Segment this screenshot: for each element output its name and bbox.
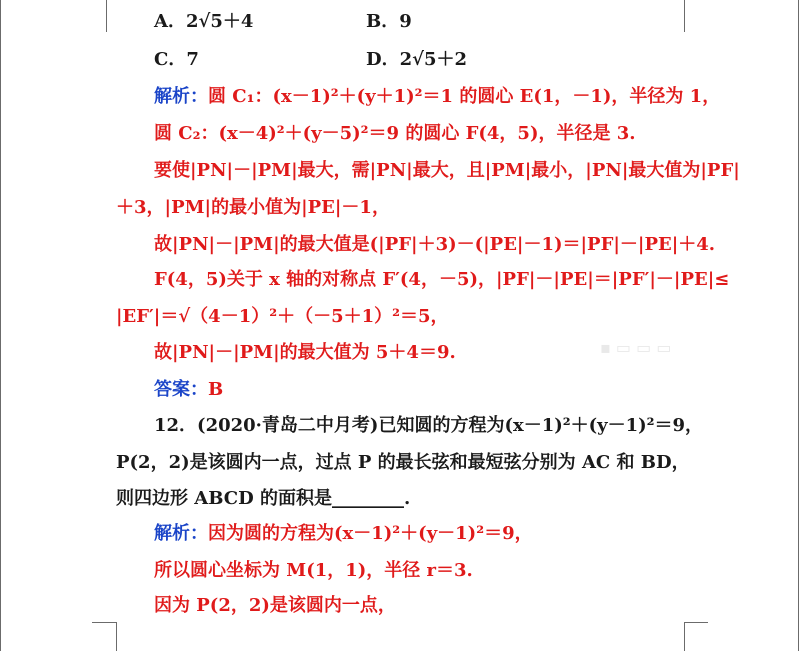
corner-mark-bottom-left-v	[116, 622, 117, 651]
option-d: D．2√5＋2	[366, 49, 468, 70]
solution1-line-4: ＋3，|PM|的最小值为|PE|－1，	[116, 197, 390, 218]
problem12-line-3: 则四边形 ABCD 的面积是________.	[116, 488, 411, 509]
option-a: A．2√5＋4	[154, 11, 254, 32]
solution1-line-5: 故|PN|－|PM|的最大值是(|PF|＋3)－(|PE|－1)＝|PF|－|PE|＋4.	[154, 234, 716, 255]
corner-mark-top-left	[106, 0, 107, 32]
solution1-line-7: |EF′|＝√（4－1）²＋（－5＋1）²＝5，	[116, 306, 449, 327]
solution1-line-3: 要使|PN|－|PM|最大，需|PN|最大，且|PM|最小，|PN|最大值为|PF|	[154, 160, 740, 181]
solution2-line-2: 所以圆心坐标为 M(1，1)，半径 r＝3.	[154, 560, 473, 581]
problem12-line-1: 12．(2020·青岛二中月考)已知圆的方程为(x－1)²＋(y－1)²＝9，	[154, 415, 704, 436]
solution1-line-1	[154, 85, 720, 109]
solution2-label: 解析：	[154, 523, 208, 544]
answer-value: B	[208, 379, 224, 400]
corner-mark-bottom-left-h	[92, 622, 116, 623]
answer-line	[154, 378, 223, 402]
option-b: B．9	[366, 11, 412, 32]
watermark-graphic: ▪ ▭ ▭ ▭	[600, 338, 672, 357]
option-c: C．7	[154, 49, 199, 70]
problem12-line-2: P(2，2)是该圆内一点，过点 P 的最长弦和最短弦分别为 AC 和 BD，	[116, 452, 690, 473]
solution2-text-1: 因为圆的方程为(x－1)²＋(y－1)²＝9，	[208, 523, 533, 544]
solution1-line-8: 故|PN|－|PM|的最大值为 5＋4＝9.	[154, 342, 456, 363]
corner-mark-bottom-right-v	[684, 622, 685, 651]
solution1-label: 解析：	[154, 86, 208, 107]
page-edge-left	[0, 0, 1, 651]
answer-label: 答案：	[154, 379, 208, 400]
solution2-line-3: 因为 P(2，2)是该圆内一点，	[154, 595, 396, 616]
solution2-line-1	[154, 522, 533, 546]
corner-mark-bottom-right-h	[684, 622, 708, 623]
solution1-line-2: 圆 C₂：(x－4)²＋(y－5)²＝9 的圆心 F(4，5)，半径是 3.	[154, 123, 636, 144]
solution1-text-1: 圆 C₁：(x－1)²＋(y＋1)²＝1 的圆心 E(1，－1)，半径为 1，	[208, 86, 721, 107]
solution1-line-6: F(4，5)关于 x 轴的对称点 F′(4，－5)，|PF|－|PE|＝|PF′|－|PE|≤	[154, 269, 730, 290]
corner-mark-top-right	[684, 0, 685, 32]
